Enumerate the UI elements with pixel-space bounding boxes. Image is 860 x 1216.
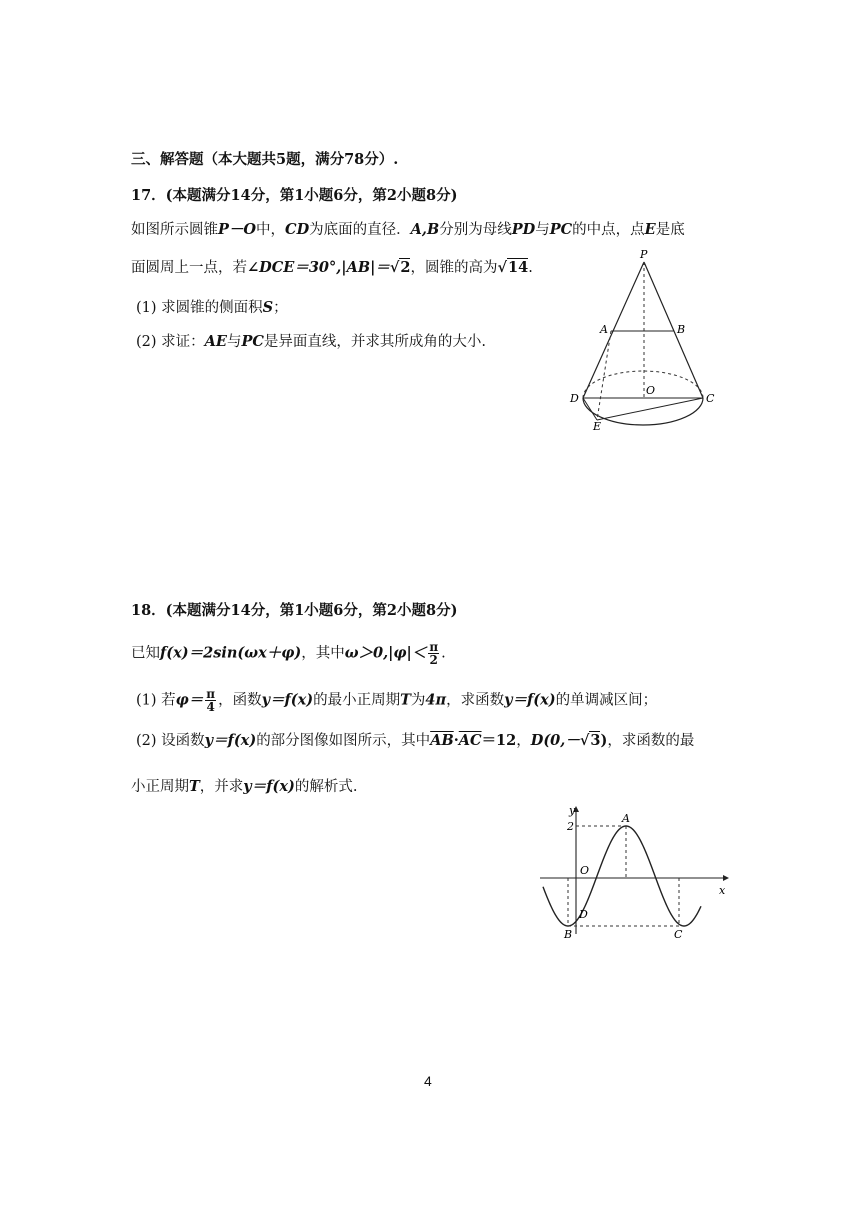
math: D(0,－ bbox=[530, 732, 580, 749]
text: ，求函数 bbox=[446, 692, 505, 709]
numerator: π bbox=[429, 640, 439, 654]
q18-line1 bbox=[131, 641, 446, 666]
slant-pd bbox=[583, 262, 644, 398]
text: 与 bbox=[226, 334, 242, 350]
slant-pc bbox=[644, 262, 703, 398]
math: T bbox=[189, 778, 200, 795]
text: 面圆周上一点，若 bbox=[131, 260, 247, 276]
text: ，并求 bbox=[199, 779, 244, 795]
q18-line3 bbox=[131, 777, 357, 797]
q18-part1 bbox=[136, 688, 657, 713]
math: y＝f(x) bbox=[243, 778, 295, 795]
math: PC bbox=[241, 333, 264, 350]
label-y: y bbox=[569, 804, 576, 817]
numerator: π bbox=[206, 687, 216, 701]
q17-part2 bbox=[136, 332, 486, 352]
text: 是异面直线，并求其所成角的大小. bbox=[263, 334, 487, 350]
denominator: 4 bbox=[206, 700, 215, 714]
text: 为 bbox=[410, 692, 426, 709]
page-number: 4 bbox=[424, 1073, 432, 1089]
label-p: P bbox=[640, 248, 648, 261]
label-c: C bbox=[674, 928, 683, 941]
math: y＝f(x) bbox=[204, 732, 257, 749]
fraction bbox=[205, 688, 216, 713]
math: A,B bbox=[410, 221, 440, 238]
segment-de bbox=[583, 398, 597, 420]
label-two: 2 bbox=[567, 820, 574, 833]
text: (2) 求证： bbox=[136, 334, 205, 350]
sqrt: √3 bbox=[579, 732, 601, 749]
text: 中， bbox=[256, 222, 286, 238]
label-a: A bbox=[600, 323, 608, 336]
section-heading: 三、解答题（本大题共5题，满分78分）. bbox=[131, 151, 399, 168]
math: ＝12 bbox=[481, 732, 517, 749]
label-d: D bbox=[570, 392, 579, 405]
math: PC bbox=[549, 221, 573, 238]
text: ， bbox=[516, 733, 531, 749]
radicand: 14 bbox=[508, 259, 529, 276]
label-a: A bbox=[622, 812, 630, 825]
x-axis-arrow bbox=[723, 875, 729, 881]
radicand: 3 bbox=[590, 732, 601, 749]
text: 是底 bbox=[655, 222, 685, 238]
label-x: x bbox=[719, 884, 726, 897]
math: CD bbox=[285, 221, 310, 238]
text: ，圆锥的高为 bbox=[410, 260, 498, 276]
cone-figure bbox=[560, 244, 740, 434]
sqrt: √2 bbox=[389, 259, 411, 276]
text: ； bbox=[273, 300, 288, 316]
vector: $\overline{AC}$ bbox=[458, 732, 482, 749]
math: ω＞0,|φ|＜ bbox=[344, 644, 427, 662]
text: . bbox=[528, 260, 533, 276]
text: (1) 求圆锥的侧面积 bbox=[136, 300, 263, 316]
fraction bbox=[428, 641, 439, 666]
text: 的最小正周期 bbox=[313, 692, 401, 709]
label-b: B bbox=[677, 323, 686, 336]
math: 4π bbox=[425, 691, 447, 709]
math: AE bbox=[204, 333, 227, 350]
math: ) bbox=[600, 732, 608, 749]
text: 小正周期 bbox=[131, 779, 189, 795]
text: ，函数 bbox=[218, 692, 262, 709]
text: 如图所示圆锥 bbox=[131, 222, 218, 238]
math: ∠DCE＝30°,|AB|＝ bbox=[247, 259, 390, 276]
math: T bbox=[400, 691, 411, 709]
text: 分别为母线 bbox=[439, 222, 512, 238]
q18-header: 18．(本题满分14分，第1小题6分，第2小题8分) bbox=[131, 602, 458, 619]
label-o: O bbox=[580, 864, 590, 877]
text: (1) 若 bbox=[136, 692, 176, 709]
sqrt: √14 bbox=[497, 259, 529, 276]
text: 为底面的直径． bbox=[309, 222, 411, 238]
q17-line1 bbox=[131, 220, 685, 240]
label-e: E bbox=[593, 420, 602, 433]
math: φ＝ bbox=[175, 691, 204, 709]
label-d: D bbox=[579, 908, 588, 921]
math: P－O bbox=[218, 221, 257, 238]
text: 的部分图像如图所示，其中 bbox=[256, 733, 431, 749]
vector: $\overline{AB}$ bbox=[430, 732, 454, 749]
denominator: 2 bbox=[429, 653, 438, 667]
text: ，求函数的最 bbox=[607, 733, 695, 749]
math: f(x)＝2sin(ωx＋φ) bbox=[160, 644, 302, 662]
dot: · bbox=[453, 732, 459, 749]
label-c: C bbox=[706, 392, 715, 405]
math: S bbox=[262, 299, 274, 316]
q17-header: 17．(本题满分14分，第1小题6分，第2小题8分) bbox=[131, 187, 458, 204]
text: 与 bbox=[535, 222, 550, 238]
label-b: B bbox=[564, 928, 573, 941]
math: y＝f(x) bbox=[261, 691, 314, 709]
text: ，其中 bbox=[301, 645, 345, 662]
text: 的解析式. bbox=[294, 779, 358, 795]
q18-part2 bbox=[136, 731, 694, 751]
math: PD bbox=[511, 221, 536, 238]
q17-line2 bbox=[131, 258, 533, 278]
base-back bbox=[583, 371, 703, 398]
text: 的中点，点 bbox=[572, 222, 645, 238]
math: y＝f(x) bbox=[504, 691, 556, 709]
text: . bbox=[441, 645, 446, 662]
q17-part1 bbox=[136, 298, 288, 318]
math: E bbox=[644, 221, 656, 238]
sine-curve bbox=[543, 826, 701, 926]
sine-graph-figure bbox=[535, 804, 735, 944]
text: 已知 bbox=[131, 645, 160, 662]
text: 的单调减区间； bbox=[555, 692, 658, 709]
text: (2) 设函数 bbox=[136, 733, 205, 749]
radicand: 2 bbox=[400, 259, 411, 276]
label-o: O bbox=[646, 384, 656, 397]
